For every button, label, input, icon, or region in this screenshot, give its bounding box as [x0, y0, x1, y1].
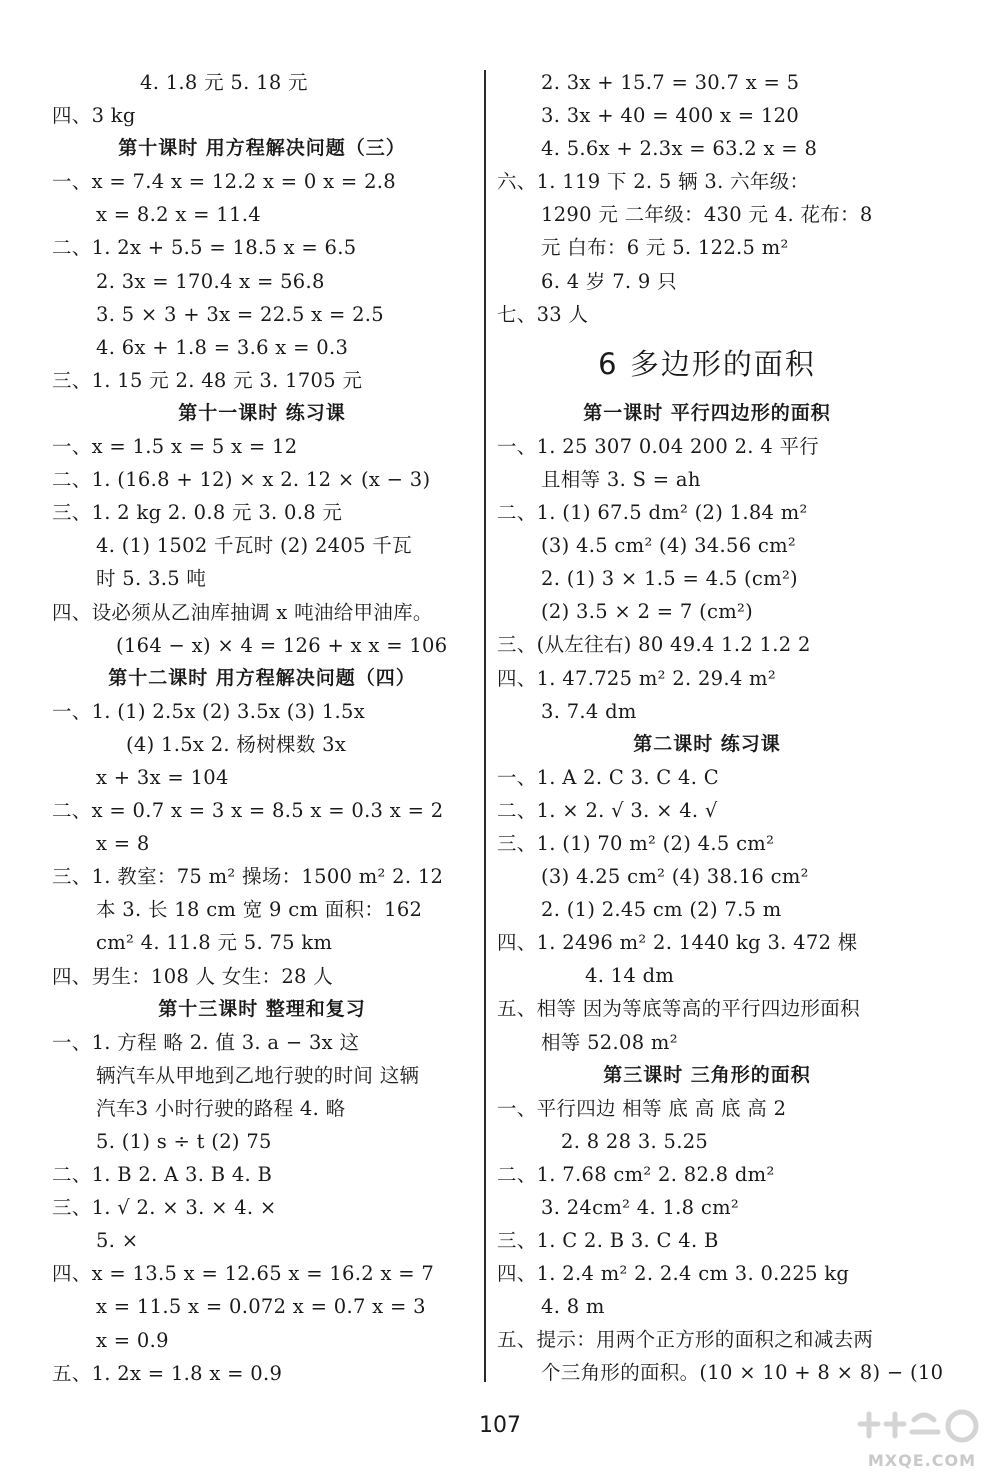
answer-line: 三、1. 15 元 2. 48 元 3. 1705 元 — [52, 368, 363, 392]
answer-line: x = 11.5 x = 0.072 x = 0.7 x = 3 — [96, 1295, 426, 1319]
answer-line: 四、1. 2496 m² 2. 1440 kg 3. 472 棵 — [497, 931, 858, 955]
answer-line: 二、1. (16.8 + 12) × x 2. 12 × (x − 3) — [52, 468, 431, 492]
column-divider — [484, 70, 486, 1382]
answer-line: 元 白布：6 元 5. 122.5 m² — [541, 236, 789, 260]
answer-line: (2) 3.5 × 2 = 7 (cm²) — [541, 600, 754, 624]
answer-line: 4. 6x + 1.8 = 3.6 x = 0.3 — [96, 335, 349, 359]
chapter-title: 6 多边形的面积 — [598, 346, 816, 381]
section-heading: 第三课时 三角形的面积 — [603, 1063, 811, 1086]
answer-line: 二、1. 2x + 5.5 = 18.5 x = 6.5 — [52, 236, 357, 260]
answer-line: 2. (1) 3 × 1.5 = 4.5 (cm²) — [541, 567, 798, 591]
answer-line: 四、1. 47.725 m² 2. 29.4 m² — [497, 666, 776, 690]
answer-line: 一、x = 1.5 x = 5 x = 12 — [52, 435, 298, 459]
answer-line: x = 0.9 — [96, 1328, 169, 1352]
answer-line: 辆汽车从甲地到乙地行驶的时间 这辆 — [96, 1063, 420, 1087]
page-number: 107 — [479, 1413, 521, 1438]
answer-line: 一、1. A 2. C 3. C 4. C — [497, 765, 719, 789]
answer-line: 本 3. 长 18 cm 宽 9 cm 面积：162 — [96, 898, 423, 922]
answer-line: 四、x = 13.5 x = 12.65 x = 16.2 x = 7 — [52, 1262, 435, 1286]
answer-line: 4. 8 m — [541, 1295, 605, 1319]
left-column — [52, 66, 472, 1390]
answer-line: 2. 3x = 170.4 x = 56.8 — [96, 269, 325, 293]
answer-line: cm² 4. 11.8 元 5. 75 km — [96, 931, 333, 955]
answer-line: x = 8 — [96, 832, 150, 856]
answer-line: 二、1. B 2. A 3. B 4. B — [52, 1163, 273, 1187]
section-heading: 第十二课时 用方程解决问题（四） — [108, 666, 416, 689]
answer-line: 5. (1) s ÷ t (2) 75 — [96, 1130, 272, 1153]
answer-line: (164 − x) × 4 = 126 + x x = 106 — [116, 633, 448, 657]
section-heading: 第二课时 练习课 — [633, 732, 781, 755]
answer-line: 3. 24cm² 4. 1.8 cm² — [541, 1196, 739, 1219]
answer-line: (3) 4.5 cm² (4) 34.56 cm² — [541, 534, 797, 558]
answer-line: 1290 元 二年级：430 元 4. 花布：8 — [541, 203, 873, 227]
answer-line: 一、1. 方程 略 2. 值 3. a − 3x 这 — [52, 1030, 360, 1054]
answer-line: 二、1. 7.68 cm² 2. 82.8 dm² — [497, 1162, 775, 1186]
answer-line: 三、1. (1) 70 m² (2) 4.5 cm² — [497, 831, 775, 855]
answer-line: 七、33 人 — [497, 302, 589, 326]
answer-line: 个三角形的面积。(10 × 10 + 8 × 8) − (10 — [541, 1361, 944, 1385]
answer-line: 汽车3 小时行驶的路程 4. 略 — [96, 1096, 346, 1120]
answer-line: 三、1. 教室：75 m² 操场：1500 m² 2. 12 — [52, 865, 444, 889]
answer-line: 二、1. × 2. √ 3. × 4. √ — [497, 798, 718, 822]
answer-line: 4. 1.8 元 5. 18 元 — [140, 71, 308, 94]
answer-line: 四、1. 2.4 m² 2. 2.4 cm 3. 0.225 kg — [497, 1262, 850, 1286]
section-heading: 第一课时 平行四边形的面积 — [583, 401, 831, 424]
section-heading: 第十一课时 练习课 — [178, 401, 346, 424]
answer-line: 2. 3x + 15.7 = 30.7 x = 5 — [541, 71, 800, 94]
answer-line: 一、1. 25 307 0.04 200 2. 4 平行 — [497, 434, 820, 458]
answer-line: 5. × — [96, 1229, 139, 1253]
answer-line: 6. 4 岁 7. 9 只 — [541, 269, 677, 293]
answer-line: 3. 5 × 3 + 3x = 22.5 x = 2.5 — [96, 302, 384, 326]
answer-line: (3) 4.25 cm² (4) 38.16 cm² — [541, 865, 809, 889]
answer-line: 二、1. (1) 67.5 dm² (2) 1.84 m² — [497, 501, 808, 525]
answer-line: 4. 14 dm — [585, 964, 675, 988]
answer-line: 时 5. 3.5 吨 — [96, 567, 207, 591]
right-column — [497, 66, 944, 1390]
answer-line: 三、1. √ 2. × 3. × 4. × — [52, 1196, 277, 1220]
answer-line: 五、提示：用两个正方形的面积之和减去两 — [497, 1328, 874, 1352]
answer-line: 六、1. 119 下 2. 5 辆 3. 六年级： — [497, 170, 810, 194]
answer-line: x = 8.2 x = 11.4 — [96, 203, 261, 227]
answer-line: 相等 52.08 m² — [541, 1030, 678, 1054]
section-heading: 第十课时 用方程解决问题（三） — [118, 137, 406, 160]
answer-line: (4) 1.5x 2. 杨树棵数 3x — [126, 732, 347, 756]
answer-line: 四、3 kg — [52, 104, 136, 128]
answer-line: x + 3x = 104 — [96, 765, 229, 789]
answer-line: 4. 5.6x + 2.3x = 63.2 x = 8 — [541, 137, 818, 161]
answer-line: 2. 8 28 3. 5.25 — [561, 1129, 709, 1153]
answer-line: 且相等 3. S = ah — [541, 467, 701, 491]
section-heading: 第十三课时 整理和复习 — [158, 997, 366, 1020]
answer-line: 一、平行四边 相等 底 高 底 高 2 — [497, 1096, 787, 1120]
answer-line: 四、男生：108 人 女生：28 人 — [52, 964, 334, 988]
answer-line: 4. (1) 1502 千瓦时 (2) 2405 千瓦 — [96, 534, 412, 558]
answer-line: 三、1. 2 kg 2. 0.8 元 3. 0.8 元 — [52, 501, 343, 525]
answer-line: 五、1. 2x = 1.8 x = 0.9 — [52, 1361, 283, 1385]
answer-line: 四、设必须从乙油库抽调 x 吨油给甲油库。 — [52, 600, 433, 624]
answer-line: 三、(从左往右) 80 49.4 1.2 1.2 2 — [497, 633, 811, 657]
answer-line: 一、1. (1) 2.5x (2) 3.5x (3) 1.5x — [52, 699, 365, 723]
answer-line: 3. 3x + 40 = 400 x = 120 — [541, 104, 800, 128]
answer-line: 一、x = 7.4 x = 12.2 x = 0 x = 2.8 — [52, 170, 396, 194]
answer-line: 三、1. C 2. B 3. C 4. B — [497, 1229, 719, 1253]
answer-line: 3. 7.4 dm — [541, 699, 637, 723]
answer-line: 五、相等 因为等底等高的平行四边形面积 — [497, 997, 860, 1021]
watermark-text: MXQE.COM — [867, 1451, 976, 1470]
answer-line: 2. (1) 2.45 cm (2) 7.5 m — [541, 898, 782, 922]
answer-line: 二、x = 0.7 x = 3 x = 8.5 x = 0.3 x = 2 — [52, 799, 444, 823]
